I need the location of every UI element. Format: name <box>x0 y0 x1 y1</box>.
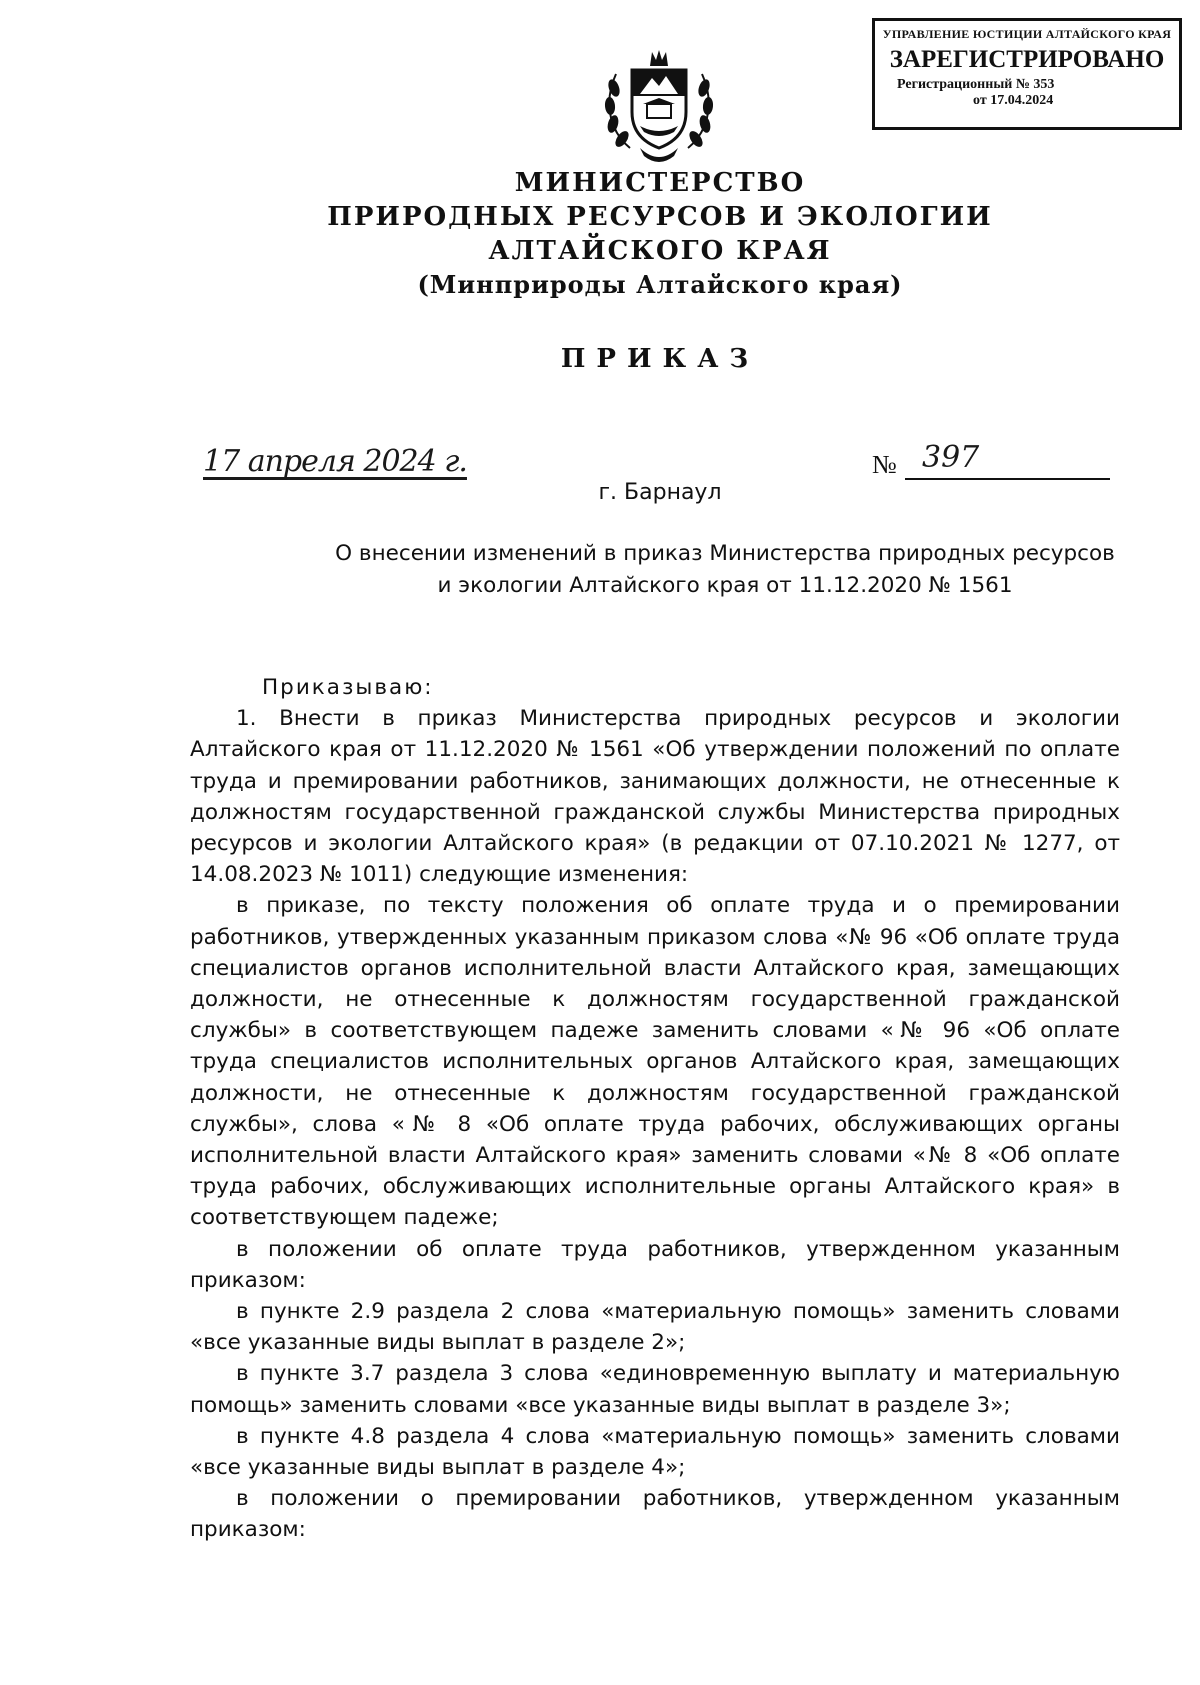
body-paragraph-7: в положении о премировании работников, утвержденном указанным приказом: <box>190 1486 1120 1543</box>
stamp-registration-number: Регистрационный № 353 <box>897 77 1055 92</box>
registration-stamp <box>872 18 1182 130</box>
altai-krai-coat-of-arms-icon <box>600 44 718 168</box>
stamp-status: ЗАРЕГИСТРИРОВАНО <box>889 46 1165 73</box>
order-number-handwritten: 397 <box>922 440 980 475</box>
body-paragraph-6: в пункте 4.8 раздела 4 слова «материальную помощь» заменить словами «все указанные виды выплат в разделе 4»; <box>190 1423 1120 1481</box>
body-paragraph-2: в приказе, по тексту положения об оплате труда и о премировании работников, утвержденных указанным приказом слова «№ 96 «Об оплате труда специалистов органов исполнительной власти Алтайского края, замещающих должности, не отнесенные к должностям государственной гражданской службы» в соответствующем падеже заменить словами «№ 96 «Об оплате труда специалистов исполнительных органов Алтайского края, замещающих должности, не отнесенные к должностям государственной гражданской службы», слова «№ 8 «Об оплате труда рабочих, обслуживающих органы исполнительной власти Алтайского края» заменить словами «№ 8 «Об оплате труда рабочих, обслуживающих исполнительные органы Алтайского края» в соответствующем падеже; <box>190 893 1120 1231</box>
document-type: ПРИКАЗ <box>560 344 760 374</box>
body-paragraph-1: 1. Внести в приказ Министерства природных ресурсов и экологии Алтайского края от 11.12.2020 № 1561 «Об утверждении положений по оплате труда и премировании работников, занимающих должности, не отнесенные к должностям государственной гражданской службы Министерства природных ресурсов и экологии Алтайского края» (в редакции от 07.10.2021 № 1277, от 14.08.2023 № 1011) следующие изменения: <box>190 706 1120 888</box>
body-paragraph-5: в пункте 3.7 раздела 3 слова «единовременную выплату и материальную помощь» заменить словами «все указанные виды выплат в разделе 3»; <box>190 1361 1120 1418</box>
city: г. Барнаул <box>598 480 722 505</box>
ministry-name-line3: АЛТАЙСКОГО КРАЯ <box>488 236 832 266</box>
ministry-name-line2: ПРИРОДНЫХ РЕСУРСОВ И ЭКОЛОГИИ <box>327 202 993 232</box>
ministry-short-name: (Минприроды Алтайского края) <box>417 270 903 299</box>
order-lead: Приказываю: <box>262 675 434 700</box>
order-body <box>190 672 1120 1546</box>
ministry-name-line1: МИНИСТЕРСТВО <box>514 168 806 198</box>
stamp-organization: УПРАВЛЕНИЕ ЮСТИЦИИ АЛТАЙСКОГО КРАЯ <box>882 27 1172 41</box>
stamp-date: от 17.04.2024 <box>973 93 1054 108</box>
order-number-label: № <box>872 450 897 479</box>
ministry-header <box>0 166 1200 302</box>
body-paragraph-4: в пункте 2.9 раздела 2 слова «материальную помощь» заменить словами «все указанные виды выплат в разделе 2»; <box>190 1299 1120 1356</box>
order-date-handwritten: 17 апреля 2024 г. <box>203 444 467 479</box>
body-paragraph-3: в положении об оплате труда работников, утвержденном указанным приказом: <box>190 1236 1120 1293</box>
order-subject: О внесении изменений в приказ Министерства природных ресурсов и экологии Алтайского края от 11.12.2020 № 1561 <box>335 541 1115 598</box>
